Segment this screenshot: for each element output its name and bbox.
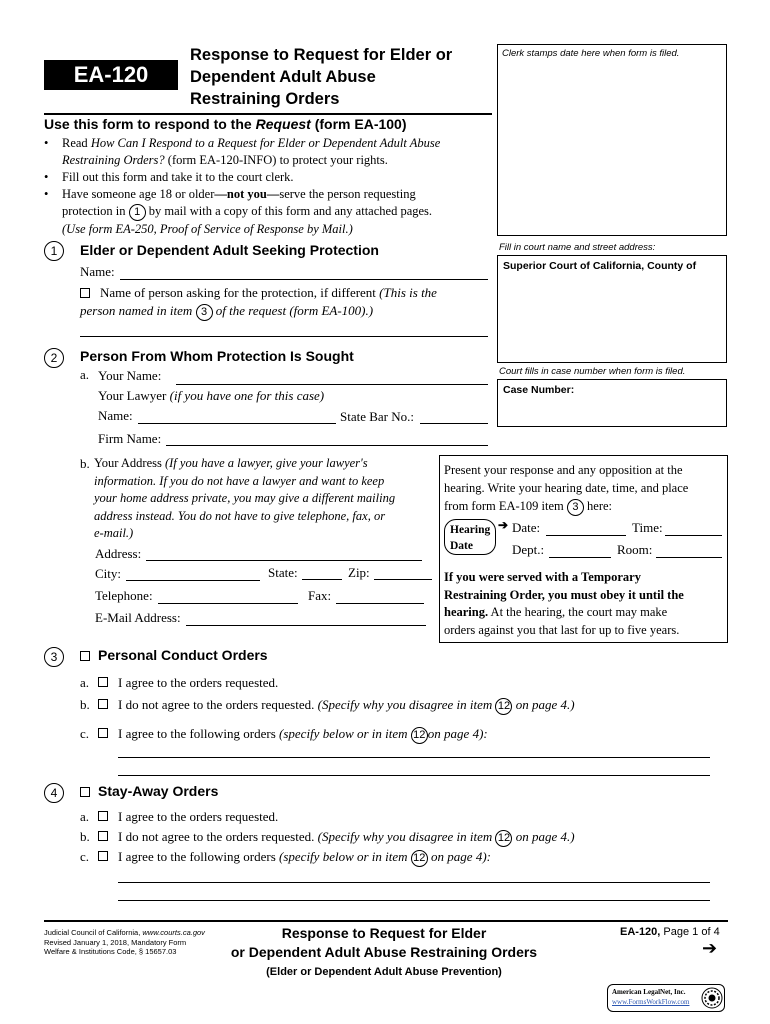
s3-a-label: a.: [80, 675, 90, 690]
item-ref-circle: 1: [129, 204, 146, 221]
header-rule: [44, 113, 492, 115]
section-4-title: Stay-Away Orders: [98, 783, 219, 799]
s1-checkbox-label-l2: person named in item 3 of the request (form EA-100).): [80, 303, 373, 321]
s2-your-name-field[interactable]: [176, 384, 488, 385]
s4-b-checkbox[interactable]: [98, 831, 108, 841]
hearing-date-tag: Hearing Date: [444, 519, 496, 555]
hearing-dept-label: Dept.:: [512, 542, 545, 557]
next-page-arrow-icon[interactable]: ➔: [702, 938, 718, 958]
s4-c-field-1[interactable]: [118, 882, 710, 883]
s1-different-person-checkbox[interactable]: [80, 288, 90, 298]
s4-c-field-2[interactable]: [118, 900, 710, 901]
s2-city-field[interactable]: [126, 580, 260, 581]
section-1-title: Elder or Dependent Adult Seeking Protection: [80, 242, 379, 258]
s4-c-checkbox[interactable]: [98, 851, 108, 861]
s2-firm-field[interactable]: [166, 445, 488, 446]
footer-page-number: EA-120, Page 1 of 4: [620, 926, 720, 938]
footer-left-info: Judicial Council of California, www.courts.ca.gov Revised January 1, 2018, Mandatory Form Welfare & Institutions Code, § 15657.03: [44, 928, 205, 956]
s4-section-checkbox[interactable]: [80, 787, 90, 797]
tro-warning: If you were served with a Temporary Restraining Order, you must obey it until the hearing. At the hearing, the court may make orders against you that last for up to five years.: [444, 570, 684, 637]
hearing-date-field[interactable]: [546, 535, 626, 536]
hearing-time-label: Time:: [632, 520, 663, 535]
hearing-room-field[interactable]: [656, 557, 722, 558]
hearing-dept-field[interactable]: [549, 557, 611, 558]
s2-lawyer-name-label: Name:: [98, 408, 133, 423]
s3-c-text: I agree to the following orders (specify below or in item 12 on page 4):: [118, 726, 488, 744]
bullet-1: • Read How Can I Respond to a Request for Elder or Dependent Adult Abuse Restraining Orders? (form EA-120-INFO) to protect your rights.: [44, 136, 441, 167]
s2-state-label: State:: [268, 565, 298, 580]
s2-telephone-field[interactable]: [158, 603, 298, 604]
bullet-3: • Have someone age 18 or older—not you—serve the person requesting protection in 1 by mail with a copy of this form and any attached pages. (Use form EA-250, Proof of Service of Response by Mail.): [44, 187, 433, 236]
s3-c-label: c.: [80, 726, 90, 741]
s3-c-field-1[interactable]: [118, 757, 710, 758]
hearing-instructions: Present your response and any opposition at the hearing. Write your hearing date, time, and place from form EA-109 item 3 here:: [444, 461, 688, 516]
s2-city-label: City:: [95, 566, 122, 581]
s2-your-name-label: Your Name:: [98, 368, 162, 383]
s4-a-text: I agree to the orders requested.: [118, 809, 279, 824]
s1-checkbox-label: Name of person asking for the protection, if different (This is the: [100, 285, 437, 300]
footer-rule: [44, 920, 728, 922]
bullet-list: [44, 135, 440, 238]
hearing-date-label: Date:: [512, 520, 541, 535]
section-2-number: 2: [44, 348, 64, 368]
s4-c-text: I agree to the following orders (specify below or in item 12 on page 4):: [118, 849, 491, 867]
s2-address-field[interactable]: [146, 560, 422, 561]
footer-title: Response to Request for Elder or Dependent Adult Abuse Restraining Orders (Elder or Dependent Adult Abuse Prevention): [230, 925, 538, 978]
s2-a-label: a.: [80, 367, 90, 382]
court-box-label: Fill in court name and street address:: [499, 242, 656, 253]
section-1-number: 1: [44, 241, 64, 261]
section-3-number: 3: [44, 647, 64, 667]
court-name-box[interactable]: Superior Court of California, County of: [497, 255, 727, 363]
s2-lawyer-name-field[interactable]: [138, 423, 336, 424]
s4-b-text: I do not agree to the orders requested. (Specify why you disagree in item 12 on page 4.): [118, 829, 575, 847]
bullet-2: • Fill out this form and take it to the court clerk.: [44, 170, 294, 184]
s2-firm-label: Firm Name:: [98, 431, 162, 446]
legalnet-stamp: American LegalNet, Inc. www.FormsWorkFlow.com: [607, 984, 725, 1012]
case-box-label: Court fills in case number when form is filed.: [499, 366, 686, 377]
s1-name-label: Name:: [80, 264, 115, 279]
s3-a-checkbox[interactable]: [98, 677, 108, 687]
hearing-time-field[interactable]: [665, 535, 722, 536]
s2-b-label: b.: [80, 456, 90, 471]
s3-b-label: b.: [80, 697, 90, 712]
case-number-box[interactable]: Case Number:: [497, 379, 727, 427]
s2-telephone-label: Telephone:: [95, 588, 153, 603]
s3-a-text: I agree to the orders requested.: [118, 675, 279, 690]
s2-zip-label: Zip:: [348, 565, 370, 580]
hearing-room-label: Room:: [617, 542, 653, 557]
s4-c-label: c.: [80, 849, 90, 864]
s2-state-bar-field[interactable]: [420, 423, 488, 424]
s4-a-label: a.: [80, 809, 90, 824]
s2-address-instructions: Your Address (If you have a lawyer, give your lawyer's information. If you do not have a lawyer and want to keep your home address private, you may give a different mailing address instead. You do not have to give telephone, fax, or e-mail.): [94, 456, 396, 540]
section-3-title: Personal Conduct Orders: [98, 647, 268, 663]
form-id-badge: EA-120: [44, 60, 178, 90]
s2-fax-field[interactable]: [336, 603, 424, 604]
form-title: Response to Request for Elder or Dependent Adult Abuse Restraining Orders: [190, 46, 453, 108]
s2-state-bar-label: State Bar No.:: [340, 409, 415, 424]
s2-fax-label: Fax:: [308, 588, 332, 603]
s3-b-text: I do not agree to the orders requested. (Specify why you disagree in item 12 on page 4.): [118, 697, 575, 715]
s2-zip-field[interactable]: [374, 579, 432, 580]
section-2-title: Person From Whom Protection Is Sought: [80, 348, 354, 364]
s3-b-checkbox[interactable]: [98, 699, 108, 709]
legalnet-seal-icon: [701, 987, 723, 1009]
s3-c-checkbox[interactable]: [98, 728, 108, 738]
section-4-number: 4: [44, 783, 64, 803]
s1-other-name-field[interactable]: [80, 336, 488, 337]
s2-email-field[interactable]: [186, 625, 426, 626]
s4-a-checkbox[interactable]: [98, 811, 108, 821]
s2-address-label: Address:: [95, 546, 142, 561]
s3-section-checkbox[interactable]: [80, 651, 90, 661]
arrow-right-icon: ➔: [498, 518, 509, 532]
s2-lawyer-label: Your Lawyer (if you have one for this case): [98, 388, 325, 403]
s2-email-label: E-Mail Address:: [95, 610, 181, 625]
intro-heading: Use this form to respond to the Request (form EA-100): [44, 116, 407, 132]
s2-state-field[interactable]: [302, 579, 342, 580]
s4-b-label: b.: [80, 829, 90, 844]
s3-c-field-2[interactable]: [118, 775, 710, 776]
clerk-stamp-box[interactable]: Clerk stamps date here when form is filed.: [497, 44, 727, 236]
s1-name-field[interactable]: [120, 279, 488, 280]
